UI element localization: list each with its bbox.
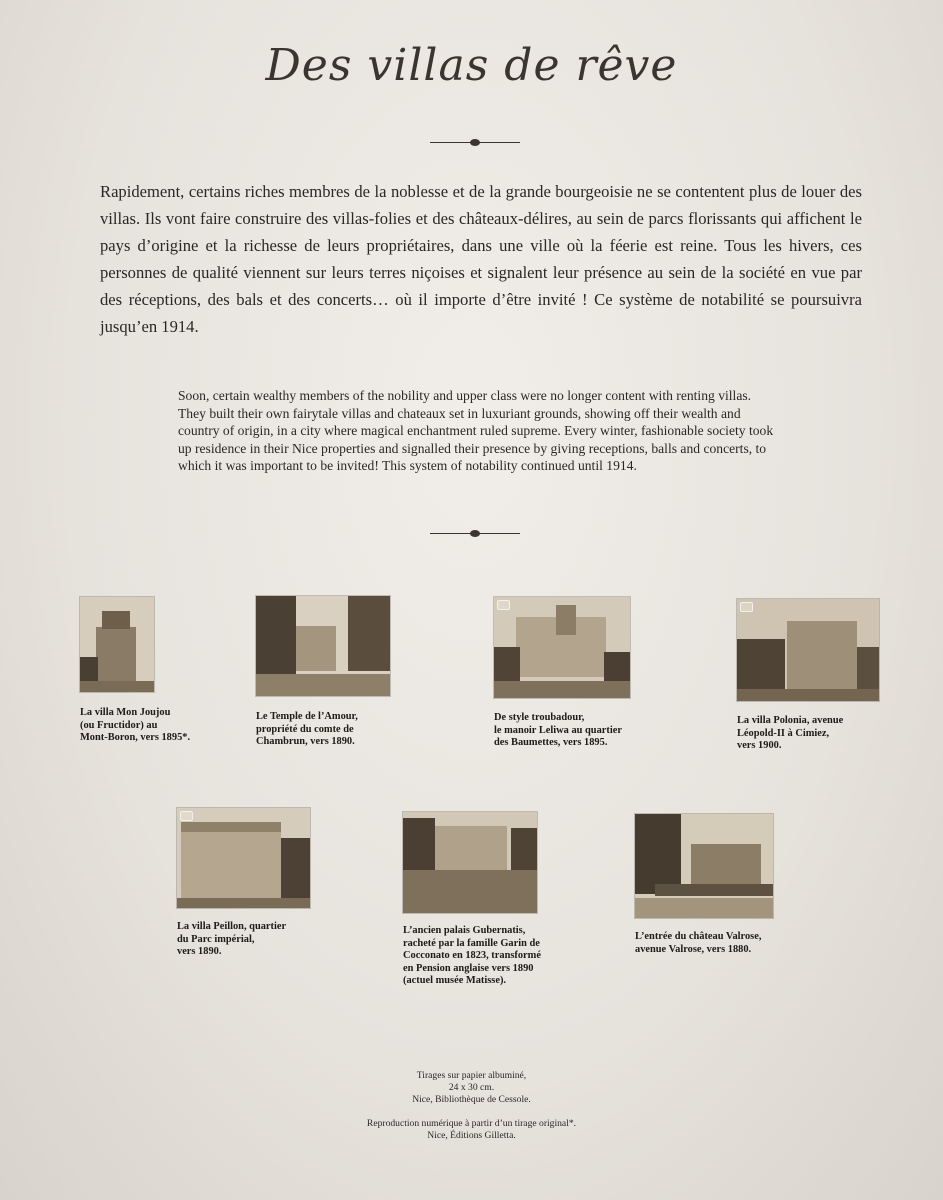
photo-villa-peillon (177, 808, 310, 908)
photo-villa-mon-joujou (80, 597, 154, 692)
frame-badge-icon (497, 600, 510, 610)
caption-chateau-valrose: L’entrée du château Valrose, avenue Valrose, vers 1880. (635, 931, 762, 955)
english-paragraph: Soon, certain wealthy members of the nobility and upper class were no longer content with renting villas. They built their own fairytale villas and chateaux set in luxuriant grounds, showing off their wealth and country of origin, in a city where magical enchantment ruled supreme. Every winter, fashionable society took up residence in their Nice properties and signalled their presence by giving receptions, balls and concerts, to which it was important to be invited! This system of notability continued until 1914. (178, 388, 774, 474)
photo-chateau-valrose (635, 814, 773, 918)
photo-manoir-leliwa (494, 597, 630, 698)
frame-badge-icon (180, 811, 193, 821)
photo-temple-de-lamour (256, 596, 390, 696)
caption-temple-de-lamour: Le Temple de l’Amour, propriété du comte de Chambrun, vers 1890. (256, 711, 358, 748)
credits-prints: Tirages sur papier albuminé, 24 x 30 cm. Nice, Bibliothèque de Cessole. (412, 1070, 531, 1105)
caption-manoir-leliwa: De style troubadour, le manoir Leliwa au quartier des Baumettes, vers 1895. (494, 712, 622, 749)
caption-palais-gubernatis: L’ancien palais Gubernatis, racheté par la famille Garin de Cocconato en 1823, transformé en Pension anglaise vers 1890 (actuel musée Matisse). (403, 925, 541, 987)
photo-palais-gubernatis (403, 812, 537, 913)
french-paragraph: Rapidement, certains riches membres de la noblesse et de la grande bourgeoisie ne se contentent plus de louer des villas. Ils vont faire construire des villas-folies et des châteaux-délires, au sein de parcs florissants qui affichent le pays d’origine et la richesse de leurs propriétaires, dans une ville où la féerie est reine. Tous les hivers, ces personnes de qualité viennent sur leurs terres niçoises et signalent leur présence au sein de la société en vue par des réceptions, des bals et des concerts… où il importe d’être invité ! Ce système de notabilité se poursuivra jusqu’en 1914. (100, 182, 862, 336)
credits-reproduction: Reproduction numérique à partir d’un tirage original*. Nice, Éditions Gilletta. (366, 1118, 577, 1141)
title-ornament-divider (430, 139, 520, 147)
photo-villa-polonia (737, 599, 879, 701)
frame-badge-icon (740, 602, 753, 612)
caption-villa-mon-joujou: La villa Mon Joujou (ou Fructidor) au Mont-Boron, vers 1895*. (80, 707, 191, 744)
caption-villa-polonia: La villa Polonia, avenue Léopold-II à Cimiez, vers 1900. (737, 715, 844, 752)
caption-villa-peillon: La villa Peillon, quartier du Parc impérial, vers 1890. (177, 921, 287, 958)
panel-title: Des villas de rêve (265, 40, 678, 91)
section-ornament-divider (430, 530, 520, 538)
